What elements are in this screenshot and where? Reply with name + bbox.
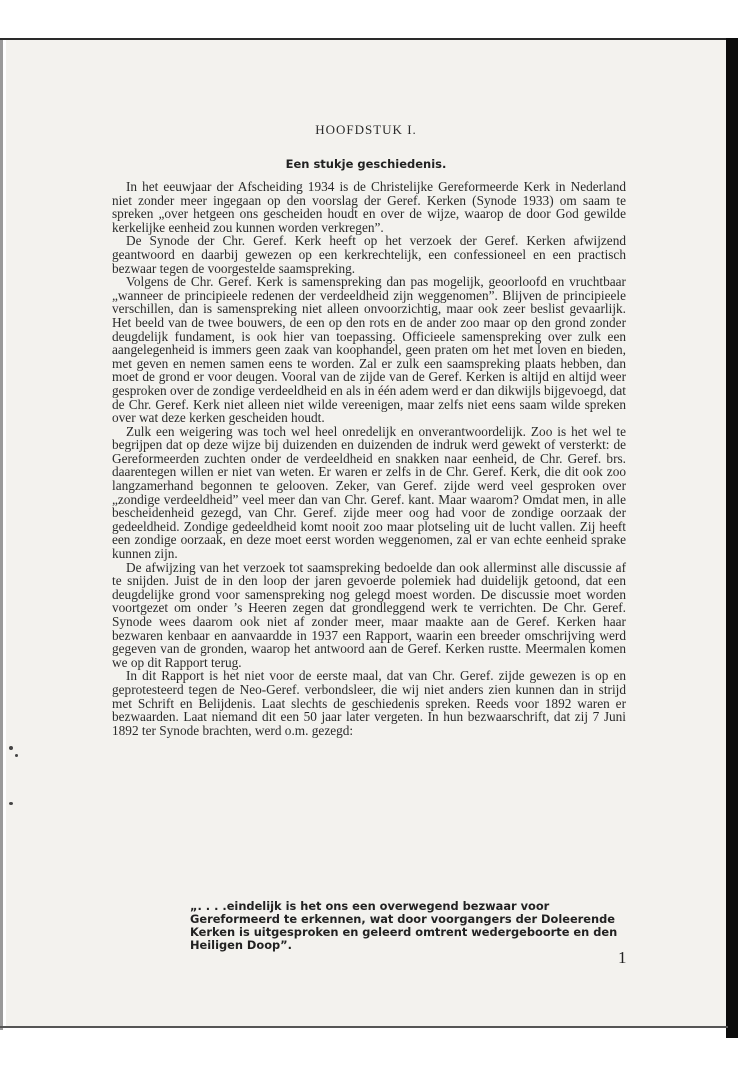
- scan-left-edge: [0, 40, 3, 1030]
- paragraph: In dit Rapport is het niet voor de eerste maal, dat van Chr. Geref. zijde gewezen is op en geprotesteerd tegen de Neo-Geref. verbondsleer, die wij niet anders zien kunnen dan in strijd met Schrift en Belijdenis. Laat slechts de geschiedenis spreken. Reeds voor 1892 waren er bezwaarden. Laat niemand dit een 50 jaar later vergeten. In hun bezwaarschrift, dat zij 7 Juni 1892 ter Synode brachten, werd o.m. gezegd:: [112, 668, 626, 738]
- paragraph: De Synode der Chr. Geref. Kerk heeft op het verzoek der Geref. Kerken afwijzend geantwoord en daarbij gewezen op een kerkrechtelijk, een confessioneel en een practisch bezwaar tegen de voorgestelde saamspreking.: [112, 233, 626, 276]
- paper-speck: [15, 754, 18, 757]
- paragraph: Volgens de Chr. Geref. Kerk is samenspreking dan pas mogelijk, geoorloofd en vruchtbaar „wanneer de principieele redenen der verdeeldheid zijn weggenomen”. Blijven de principieele verschillen, dan is samenspreking niet alleen onvoorzichtig, maar ook zeer beslist gevaarlijk. Het beeld van de twee bouwers, de een op den rots en de ander zoo maar op den grond zonder deugdelijk fundament, is ook hier van toepassing. Officieele samenspreking over zulk een aangelegenheid is immers geen zaak van koophandel, geen praten om het met loven en bieden, met geven en nemen samen eens te worden. Zal er zulk een saamspreking plaats hebben, dan moet de grond er voor deugen. Vooral van de zijde van de Geref. Kerken is altijd en altijd weer gesproken over de zondige verdeeldheid en als in één adem werd er dan dikwijls bijgevoegd, dat de Chr. Geref. Kerk niet alleen niet wilde vereenigen, maar zelfs niet eens saam wilde spreken over wat deze kerken gescheiden houdt.: [112, 274, 626, 426]
- block-quote: „. . . .eindelijk is het ons een overwegend bezwaar voor Gereformeerd te erkennen, wat door voorgangers der Doleerende Kerken is uitgesproken en geleerd omtrent wedergeboorte en den Heiligen Doop”.: [190, 899, 618, 952]
- page-number: 1: [618, 948, 627, 967]
- paper-speck: [9, 802, 13, 805]
- paragraph: Zulk een weigering was toch wel heel onredelijk en onverantwoordelijk. Zoo is het wel te begrijpen dat op deze wijze bij duizenden en duizenden de indruk werd gewekt of versterkt: de Gereformeerden zuchten onder de verdeeldheid en snakken naar eenheid, de Chr. Geref. brs. daarentegen willen er niet van weten. Er waren er zelfs in de Chr. Geref. Kerk, die dit ook zoo langzamerhand begonnen te gelooven. Zeker, van Geref. zijde werd veel gesproken over „zondige verdeeldheid” veel meer dan van Chr. Geref. kant. Maar waarom? Omdat men, in alle bescheidenheid gezegd, van Chr. Geref. zijde meer oog had voor de zondige oorzaak der gedeeldheid. Zondige gedeeldheid komt nooit zoo maar plotseling uit de lucht vallen. Zij heeft een zondige oorzaak, en deze moet eerst worden weggenomen, zal er van echte eenheid sprake kunnen zijn.: [112, 423, 626, 562]
- paper-speck: [9, 746, 13, 750]
- section-title: Een stukje geschiedenis.: [285, 157, 447, 171]
- scan-bottom-edge: [0, 1026, 728, 1028]
- body-text: [112, 180, 626, 737]
- paragraph: In het eeuwjaar der Afscheiding 1934 is de Christelijke Gereformeerde Kerk in Nederland niet zonder meer ingegaan op den voorslag der Geref. Kerken (Synode 1933) om saam te spreken „over hetgeen ons gescheiden houdt en over de wijze, waarop de door God gewilde kerkelijke eenheid zou kunnen worden verkregen”.: [112, 179, 626, 235]
- paragraph: De afwijzing van het verzoek tot saamspreking bedoelde dan ook allerminst alle discussie af te snijden. Juist de in den loop der jaren gevoerde polemiek had duidelijk getoond, dat een deugdelijke grond voor samenspreking nog gelegd moest worden. De discussie moet worden voortgezet om onder ’s Heeren zegen dat grondleggend werk te verrichten. De Chr. Geref. Synode wees daarom ook niet af zonder meer, maar maakte aan de Geref. Kerken haar bezwaren kenbaar en aanvaardde in 1937 een Rapport, waarin een breeder omschrijving werd gegeven van de gronden, waarop het antwoord aan de Geref. Kerken rustte. Meermalen komen we op dit Rapport terug.: [112, 559, 626, 670]
- scan-right-edge: [726, 38, 738, 1038]
- book-page: [6, 40, 726, 1026]
- chapter-heading: HOOFDSTUK I.: [315, 122, 417, 137]
